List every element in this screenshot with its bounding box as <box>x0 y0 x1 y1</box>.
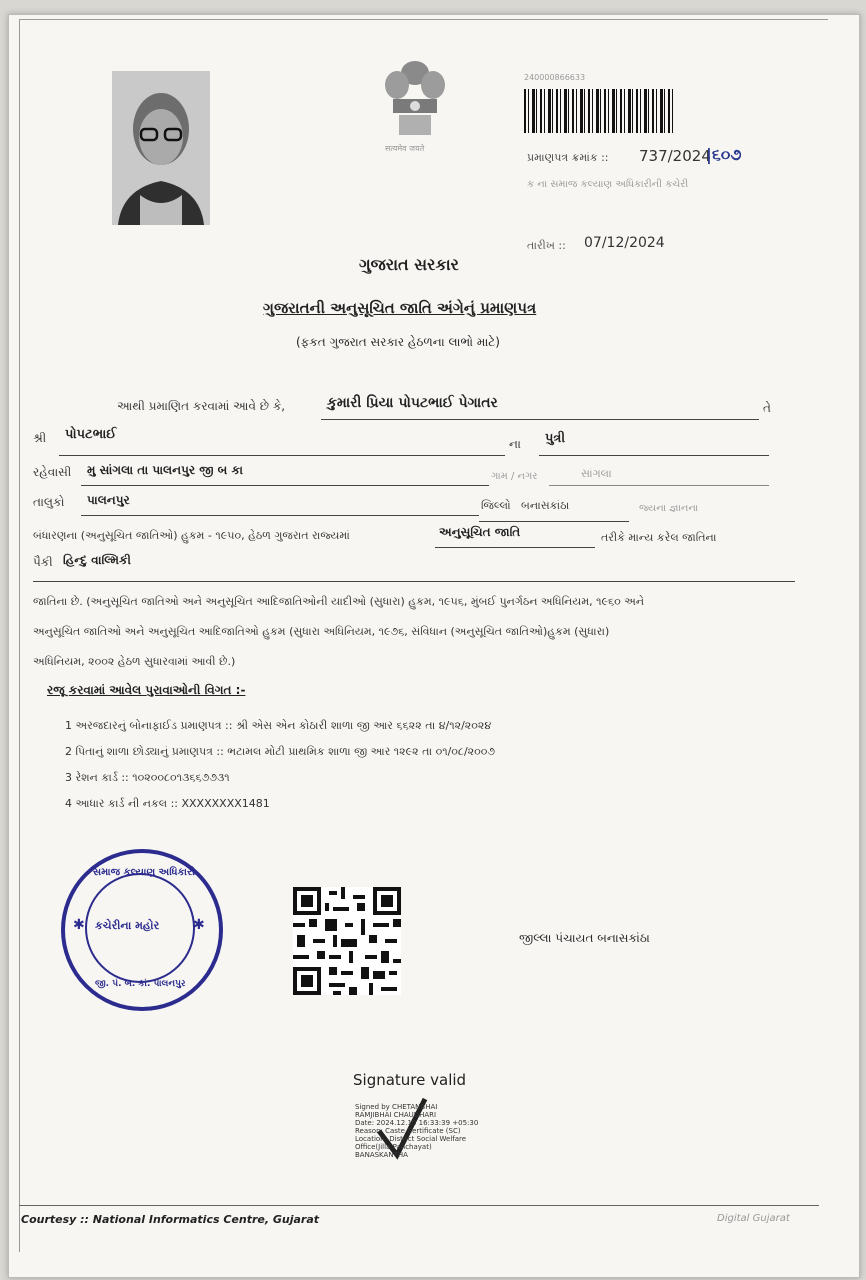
resident-value: મુ સાંગલા તા પાલનપુર જી બ કા <box>87 463 243 477</box>
barcode-number: 240000866633 <box>524 73 586 82</box>
signature-details <box>355 1103 478 1159</box>
village-value: સાંગલા <box>581 467 612 480</box>
evidence-heading: રજૂ કરવામાં આવેલ પુરાવાઓની વિગત :- <box>47 683 246 697</box>
sub-caste-value: હિન્દુ વાલ્મિકી <box>63 553 131 567</box>
seal-center-text: કચેરીના મહોર <box>95 919 160 932</box>
category-value: અનુસૂચિત જાતિ <box>439 525 521 539</box>
evidence-item: 3 રેશન કાર્ડ :: ૧૦૨૦૦૮૦૧૩૬૬૭૭૩૧ <box>65 771 230 784</box>
village-label: ગામ / નગર <box>491 471 538 482</box>
certificate-no-label: પ્રમાણપત્ર ક્રમાંક :: <box>527 151 609 164</box>
certificate-page <box>8 14 860 1278</box>
name-underline <box>321 419 759 420</box>
applicant-photo <box>112 71 210 225</box>
footer-digital-gujarat: Digital Gujarat <box>717 1213 790 1224</box>
father-name: પોપટભાઈ <box>65 427 117 442</box>
district-underline <box>479 521 629 522</box>
shri-label: શ્રી <box>33 431 47 445</box>
signature-detail-line: Date: 2024.12.10 16:33:39 +05:30 <box>355 1119 479 1127</box>
evidence-item: 4 આધાર કાર્ડ ની નકલ :: XXXXXXXX1481 <box>65 797 270 810</box>
emblem-caption: सत्यमेव जयते <box>385 144 425 153</box>
district-extra: જ્યના જ્ઞાનના <box>639 503 699 514</box>
para-line-3: અધિનિયમ, ૨૦૦૨ હેઠળ સુધારવામાં આવી છે.) <box>33 655 236 668</box>
resident-underline <box>81 485 489 486</box>
relation-underline <box>539 455 769 456</box>
village-underline <box>549 485 769 486</box>
te-text: તે <box>763 401 771 415</box>
na-text: ના <box>509 437 521 451</box>
date-value: 07/12/2024 <box>584 235 665 251</box>
sub-caste-label: પૈકી <box>33 555 53 569</box>
handwritten-number: |૬૦૭ <box>706 145 742 164</box>
para-line-2: અનુસૂચિત જાતિઓ અને અનુસૂચિત આદિજાતિઓ હુકમ (સુધારા અધિનિયમ, ૧૯૭૬, સંવિધાન (અનુસૂચિત જાતિઓ)હુકમ (સુધારા) <box>33 625 610 638</box>
taluka-value: પાલનપુર <box>87 493 130 507</box>
district-value: બનાસકાંઠા <box>521 499 570 512</box>
barcode <box>524 89 674 133</box>
signature-title: Signature valid <box>353 1071 467 1089</box>
seal-bottom-text: જી. પં. બ. કાં. પાલનપુર <box>95 979 186 989</box>
certify-intro: આથી પ્રમાણિત કરવામાં આવે છે કે, <box>117 399 286 413</box>
signature-detail-line: Signed by CHETANBHAI <box>355 1103 438 1111</box>
title-government: ગુજરાત સરકાર <box>359 255 459 274</box>
category-underline <box>435 547 595 548</box>
father-underline <box>59 455 505 456</box>
title-main: ગુજરાતની અનુસૂચિત જાતિ અંગેનું પ્રમાણપત્ર <box>263 299 537 317</box>
signature-detail-line: RAMJIBHAI CHAUDHARI <box>355 1111 437 1119</box>
certificate-no: 737/2024 <box>639 147 711 165</box>
qr-code <box>293 887 401 995</box>
title-sub: (ફકત ગુજરાત સરકાર હેઠળના લાભો માટે) <box>296 335 500 349</box>
signature-detail-line: BANASKANTHA <box>355 1151 408 1159</box>
sub-caste-underline <box>33 581 795 582</box>
official-seal <box>61 849 223 1011</box>
date-label: તારીખ :: <box>527 239 566 252</box>
signature-detail-line: Reason: Caste Certificate (SC) <box>355 1127 461 1135</box>
signature-detail-line: Office(Jilla Panchayat) <box>355 1143 432 1151</box>
issuer-line: ક ના સમાજ કલ્યાણ અધિકારીની કચેરી <box>527 179 689 190</box>
footer-courtesy: Courtesy :: National Informatics Centre, Gujarat <box>21 1213 320 1226</box>
signature-detail-line: Location: District Social Welfare <box>355 1135 467 1143</box>
resident-label: રહેવાસી <box>33 465 72 479</box>
seal-text: સમાજ કલ્યાણ અધિકારી <box>93 867 196 878</box>
state-emblem <box>375 55 455 163</box>
relation: પુત્રી <box>545 431 566 446</box>
district-label: જિલ્લો <box>481 499 511 512</box>
recognized-text: તરીકે માન્ય કરેલ જાતિના <box>601 531 717 544</box>
evidence-item: 1 અરજદારનું બોનાફાઈડ પ્રમાણપત્ર :: શ્રી એસ એન કોઠારી શાળા જી આર ૬૬૨૨ તા ૪/૧૨/૨૦૨૪ <box>65 719 492 732</box>
star-icon: ✱ <box>73 917 85 933</box>
panchayat-label: જીલ્લા પંચાયત બનાસકાંઠા <box>519 931 650 945</box>
star-icon: ✱ <box>193 917 205 933</box>
taluka-underline <box>81 515 479 516</box>
evidence-item: 2 પિતાનું શાળા છોડ્યાનું પ્રમાણપત્ર :: ભટામલ મોટી પ્રાથમિક શાળા જી આર ૧૨૯૨ તા ૦૧/૦૮/૨૦૦૭ <box>65 745 496 758</box>
footer-rule <box>19 1205 819 1206</box>
order-text: બંધારણના (અનુસૂચિત જાતિઓ) હુકમ - ૧૯૫૦, હેઠળ ગુજરાત રાજ્યમાં <box>33 529 350 542</box>
taluka-label: તાલુકો <box>33 495 65 509</box>
para-line-1: જાતિના છે. (અનુસૂચિત જાતિઓ અને અનુસૂચિત આદિજાતિઓની યાદીઓ (સુધારા) હુકમ, ૧૯૫૬, મુંબઈ પુનર્ગઠન અધિનિયમ, ૧૯૬૦ અને <box>33 595 645 608</box>
applicant-name: કુમારી પ્રિયા પોપટભાઈ પેગાતર <box>327 395 498 411</box>
